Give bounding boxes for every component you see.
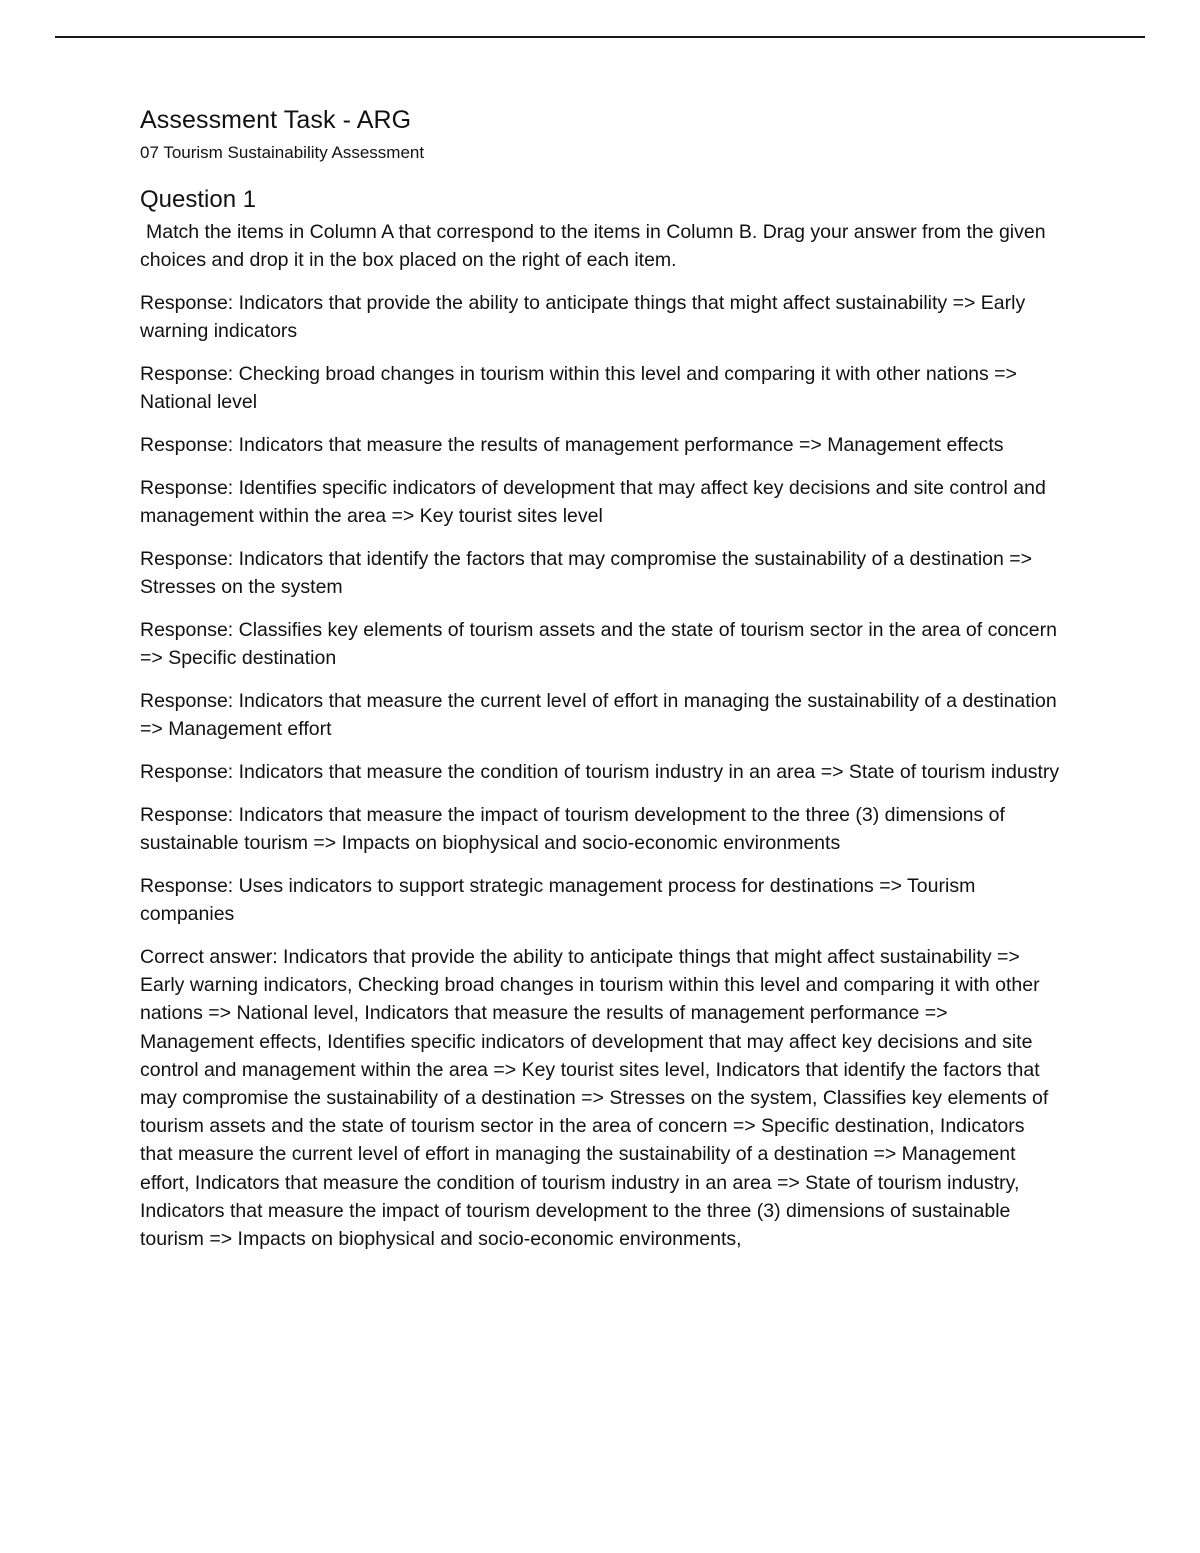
correct-answer: Correct answer: Indicators that provide the ability to anticipate things that might affect sustainability => Early warning indicators, Checking broad changes in tourism within this level and comparing it with other nations => National level, Indicators that measure the results of management performance => Management effects, Identifies specific indicators of development that may affect key decisions and site control and management within the area => Key tourist sites level, Indicators that identify the factors that may compromise the sustainability of a destination => Stresses on the system, Classifies key elements of tourism assets and the state of tourism sector in the area of concern => Specific destination, Indicators that measure the current level of effort in managing the sustainability of a destination => Management effort, Indicators that measure the condition of tourism industry in an area => State of tourism industry, Indicators that measure the impact of tourism development to the three (3) dimensions of sustainable tourism => Impacts on biophysical and socio-economic environments, <box>140 946 1049 1251</box>
question-instructions: Match the items in Column A that correspond to the items in Column B. Drag your answer from the given choices and drop it in the box placed on the right of each item. <box>140 221 1046 271</box>
response-item: Response: Indicators that provide the ability to anticipate things that might affect sustainability => Early warning indicators <box>140 292 1026 342</box>
response-item: Response: Indicators that identify the factors that may compromise the sustainability of a destination => Stresses on the system <box>140 548 1033 598</box>
document-body <box>140 104 1060 1253</box>
question-heading: Question 1 <box>140 186 257 213</box>
document-subtitle: 07 Tourism Sustainability Assessment <box>140 143 425 162</box>
response-item: Response: Uses indicators to support strategic management process for destinations => Tourism companies <box>140 875 976 925</box>
response-item: Response: Indicators that measure the condition of tourism industry in an area => State of tourism industry <box>140 761 1060 783</box>
header-rule <box>55 36 1145 38</box>
document-title: Assessment Task - ARG <box>140 106 412 134</box>
response-item: Response: Checking broad changes in tourism within this level and comparing it with other nations => National level <box>140 363 1017 413</box>
response-item: Response: Indicators that measure the current level of effort in managing the sustainability of a destination => Management effort <box>140 690 1057 740</box>
response-item: Response: Indicators that measure the impact of tourism development to the three (3) dimensions of sustainable tourism => Impacts on biophysical and socio-economic environments <box>140 804 1005 854</box>
response-item: Response: Identifies specific indicators of development that may affect key decisions and site control and management within the area => Key tourist sites level <box>140 477 1046 527</box>
response-item: Response: Classifies key elements of tourism assets and the state of tourism sector in the area of concern => Specific destination <box>140 619 1057 669</box>
response-item: Response: Indicators that measure the results of management performance => Management effects <box>140 434 1004 456</box>
